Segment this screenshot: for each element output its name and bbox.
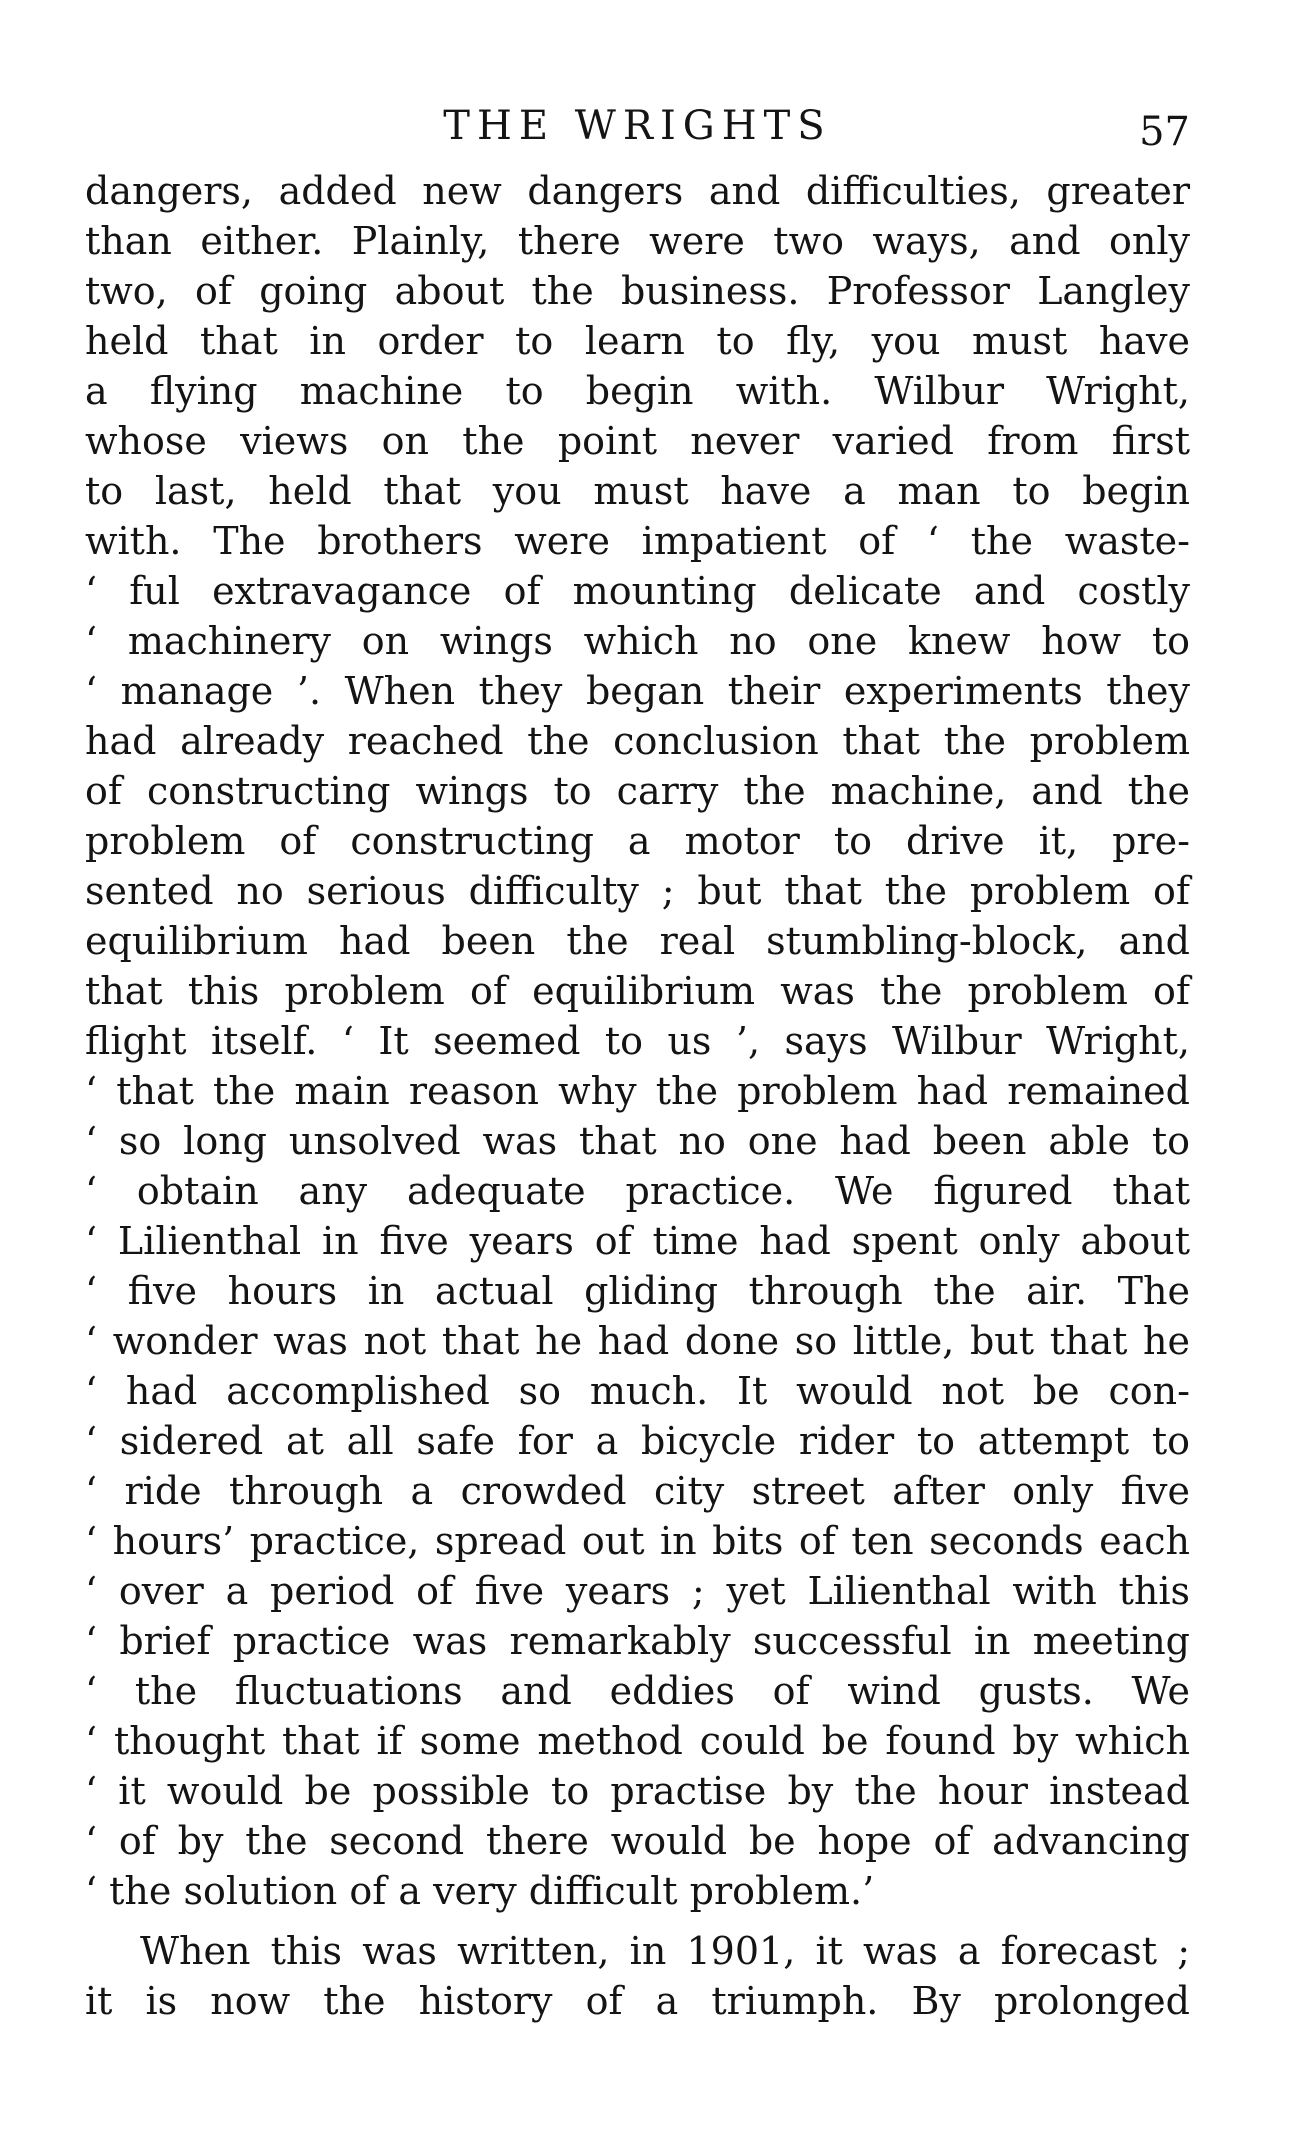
text-line: ‘ hours’ practice, spread out in bits of ten seconds each	[85, 1519, 1190, 1563]
text-line: ‘ sidered at all safe for a bicycle rider to attempt to	[85, 1419, 1190, 1463]
text-line: ‘ of by the second there would be hope of advancing	[85, 1819, 1190, 1863]
text-line: ‘ so long unsolved was that no one had been able to	[85, 1119, 1190, 1163]
text-line: than either. Plainly, there were two ways, and only	[85, 219, 1190, 263]
page-number: 57	[1139, 109, 1190, 155]
paragraph	[85, 166, 1190, 1916]
text-line: ‘ the fluctuations and eddies of wind gusts. We	[85, 1669, 1190, 1713]
text-line: whose views on the point never varied from first	[85, 419, 1190, 463]
text-line: ‘ ride through a crowded city street after only five	[85, 1469, 1190, 1513]
text-line: a flying machine to begin with. Wilbur Wright,	[85, 369, 1190, 413]
text-line: two, of going about the business. Professor Langley	[85, 269, 1190, 313]
text-line: held that in order to learn to fly, you must have	[85, 319, 1190, 363]
text-line: of constructing wings to carry the machine, and the	[85, 769, 1190, 813]
text-line: that this problem of equilibrium was the problem of	[85, 969, 1190, 1013]
text-line: ‘ over a period of five years ; yet Lilienthal with this	[85, 1569, 1190, 1613]
text-line: had already reached the conclusion that the problem	[85, 719, 1190, 763]
text-line: ‘ brief practice was remarkably successful in meeting	[85, 1619, 1190, 1663]
text-line: ‘ thought that if some method could be found by which	[85, 1719, 1190, 1763]
text-line: ‘ that the main reason why the problem had remained	[85, 1069, 1190, 1113]
text-line: equilibrium had been the real stumbling-block, and	[85, 919, 1190, 963]
text-line: it is now the history of a triumph. By prolonged	[85, 1979, 1190, 2023]
text-line: with. The brothers were impatient of ‘ the waste-	[85, 519, 1190, 563]
text-line: ‘ the solution of a very difficult problem.’	[85, 1869, 875, 1913]
text-line: ‘ manage ’. When they began their experiments they	[85, 669, 1190, 713]
body-text	[85, 166, 1190, 2026]
text-line: to last, held that you must have a man to begin	[85, 469, 1190, 513]
running-head	[85, 96, 1190, 156]
text-line: sented no serious difficulty ; but that the problem of	[85, 869, 1190, 913]
text-line: ‘ obtain any adequate practice. We figured that	[85, 1169, 1190, 1213]
text-line: dangers, added new dangers and difficulties, greater	[85, 169, 1190, 213]
text-line: ‘ had accomplished so much. It would not be con-	[85, 1369, 1190, 1413]
text-line: ‘ five hours in actual gliding through the air. The	[85, 1269, 1190, 1313]
text-line: problem of constructing a motor to drive it, pre-	[85, 819, 1190, 863]
text-line: When this was written, in 1901, it was a forecast ;	[140, 1929, 1190, 1973]
text-line: ‘ machinery on wings which no one knew how to	[85, 619, 1190, 663]
text-line: flight itself. ‘ It seemed to us ’, says Wilbur Wright,	[85, 1019, 1190, 1063]
paragraph-gap	[85, 1916, 1190, 1926]
text-line: ‘ it would be possible to practise by the hour instead	[85, 1769, 1190, 1813]
chapter-title: THE WRIGHTS	[443, 103, 832, 149]
paragraph	[85, 1926, 1190, 2026]
text-line: ‘ wonder was not that he had done so little, but that he	[85, 1319, 1190, 1363]
text-line: ‘ Lilienthal in five years of time had spent only about	[85, 1219, 1190, 1263]
text-line: ‘ ful extravagance of mounting delicate and costly	[85, 569, 1190, 613]
